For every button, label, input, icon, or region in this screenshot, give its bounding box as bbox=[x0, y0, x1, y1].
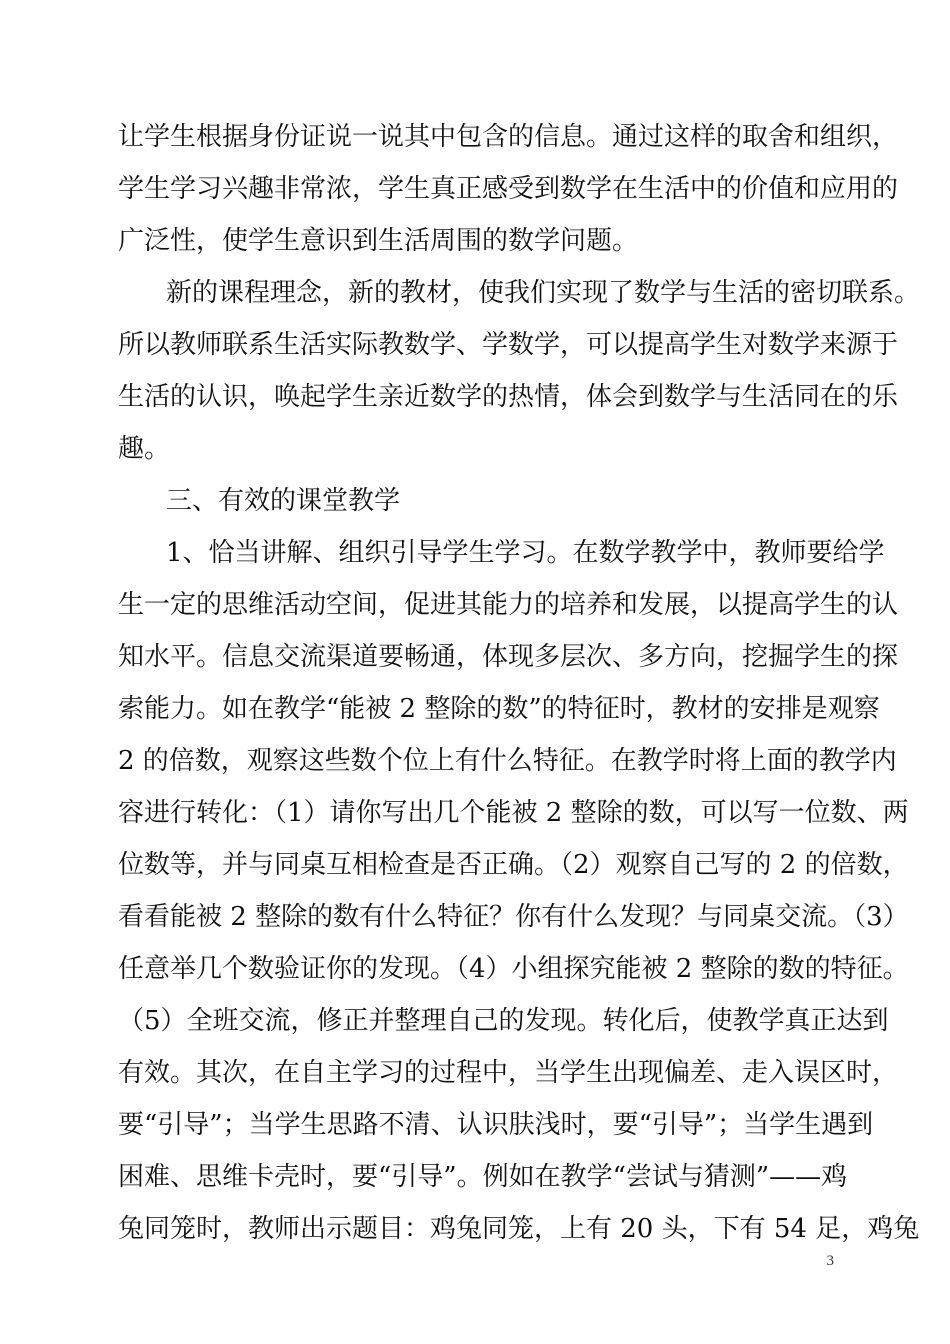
paragraph-first-line: 新的课程理念，新的教材，使我们实现了数学与生活的密切联系。 bbox=[166, 278, 921, 308]
text-line: 让学生根据身份证说一说其中包含的信息。通过这样的取舍和组织， bbox=[118, 122, 899, 152]
text-line: 所以教师联系生活实际教数学、学数学，可以提高学生对数学来源于 bbox=[118, 330, 899, 360]
text-line: 容进行转化：（1）请你写出几个能被 2 整除的数，可以写一位数、两 bbox=[118, 798, 909, 828]
text-line: 位数等，并与同桌互相检查是否正确。（2）观察自己写的 2 的倍数， bbox=[118, 850, 909, 880]
text-line: （5）全班交流，修正并整理自己的发现。转化后，使教学真正达到 bbox=[118, 1006, 889, 1036]
text-line: 困难、思维卡壳时，要“引导”。例如在教学“尝试与猜测”——鸡 bbox=[118, 1162, 848, 1192]
text-line: 2 的倍数，观察这些数个位上有什么特征。在教学时将上面的教学内 bbox=[118, 746, 897, 776]
text-line: 学生学习兴趣非常浓，学生真正感受到数学在生活中的价值和应用的 bbox=[118, 174, 899, 204]
text-line: 生活的认识，唤起学生亲近数学的热情，体会到数学与生活同在的乐 bbox=[118, 382, 899, 412]
text-line: 要“引导”；当学生思路不清、认识肤浅时，要“引导”；当学生遇到 bbox=[118, 1110, 874, 1140]
text-line: 广泛性，使学生意识到生活周围的数学问题。 bbox=[118, 226, 639, 256]
text-line: 索能力。如在教学“能被 2 整除的数”的特征时，教材的安排是观察 bbox=[118, 694, 880, 724]
text-line: 看看能被 2 整除的数有什么特征？你有什么发现？与同桌交流。（3） bbox=[118, 902, 909, 932]
paragraph-first-line: 1、恰当讲解、组织引导学生学习。在数学教学中，教师要给学 bbox=[166, 538, 885, 568]
page-number: 3 bbox=[826, 1253, 834, 1269]
text-line: 知水平。信息交流渠道要畅通，体现多层次、多方向，挖掘学生的探 bbox=[118, 642, 899, 672]
text-line: 兔同笼时，教师出示题目：鸡兔同笼，上有 20 头，下有 54 足，鸡兔 bbox=[118, 1214, 920, 1244]
text-line: 任意举几个数验证你的发现。（4）小组探究能被 2 整除的数的特征。 bbox=[118, 954, 909, 984]
text-line: 趣。 bbox=[118, 434, 171, 464]
section-heading: 三、有效的课堂教学 bbox=[166, 486, 401, 516]
text-line: 有效。其次，在自主学习的过程中，当学生出现偏差、走入误区时， bbox=[118, 1058, 899, 1088]
text-line: 生一定的思维活动空间，促进其能力的培养和发展，以提高学生的认 bbox=[118, 590, 899, 620]
